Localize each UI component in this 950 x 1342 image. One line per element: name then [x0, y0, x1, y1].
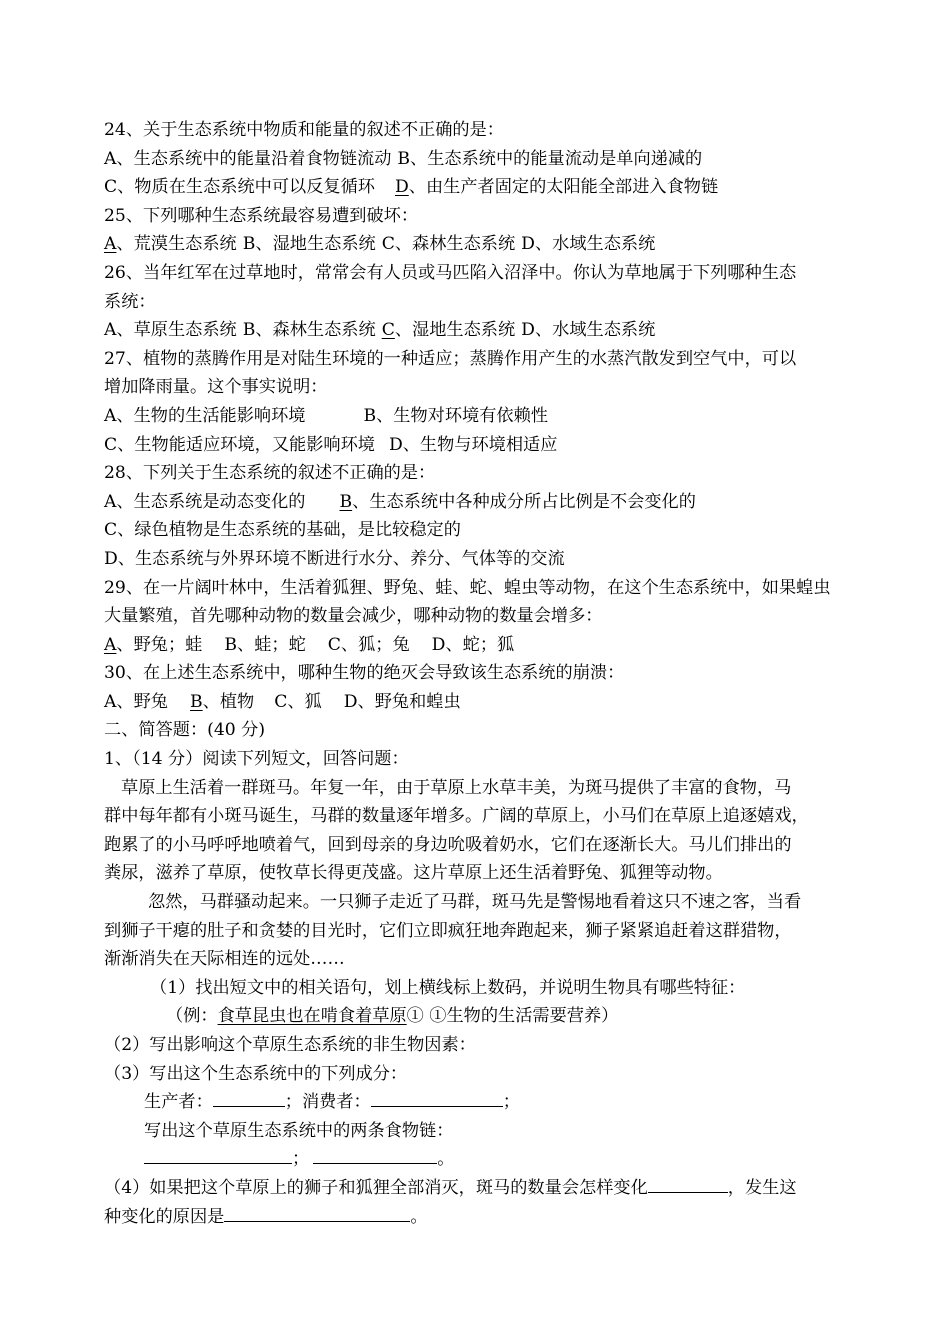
answer-letter: A [104, 634, 117, 655]
q24-options-ab: A、生态系统中的能量沿着食物链流动 B、生态系统中的能量流动是单向递减的 [104, 148, 703, 169]
passage-line: 粪尿，滋养了草原，使牧草长得更茂盛。这片草原上还生活着野兔、狐狸等动物。 [104, 863, 723, 884]
q26-stem-1: 26、当年红军在过草地时，常常会有人员或马匹陷入沼泽中。你认为草地属于下列哪种生态 [104, 262, 797, 283]
components-line: 生产者： ；消费者： ； [144, 1092, 520, 1113]
q30-stem: 30、在上述生态系统中，哪种生物的绝灭会导致该生态系统的崩溃： [104, 663, 625, 684]
answer-letter: D [394, 177, 409, 198]
sub-question-1: （1）找出短文中的相关语句，划上横线标上数码，并说明生物具有哪些特征： [150, 977, 746, 998]
passage-line: 草原上生活着一群斑马。年复一年，由于草原上水草丰美，为斑马提供了丰富的食物，马 [121, 777, 792, 798]
answer-letter: A [104, 234, 117, 255]
section-title: 二、简答题：(40 分) [104, 720, 266, 741]
q25-options: A、荒漠生态系统 B、湿地生态系统 C、森林生态系统 D、水域生态系统 [104, 234, 656, 255]
food-chain-blanks: ； 。 [104, 1145, 864, 1174]
passage-line: 渐渐消失在天际相连的远处…… [104, 949, 345, 970]
q28-option-c: C、绿色植物是生态系统的基础，是比较稳定的 [104, 520, 461, 541]
q27-options-ab: A、生物的生活能影响环境 B、生物对环境有依赖性 [104, 405, 548, 426]
sub-question-4-line-2: 种变化的原因是 。 [104, 1206, 428, 1227]
passage-line: 到狮子干瘪的肚子和贪婪的目光时，它们立即疯狂地奔跑起来，狮子紧紧追赶着这群猎物， [104, 920, 792, 941]
zebra-change-blank[interactable] [648, 1191, 728, 1193]
answer-letter: B [339, 491, 353, 512]
passage-line: 跑累了的小马呼呼地喷着气，回到母亲的身边吮吸着奶水，它们在逐渐长大。马儿们排出的 [104, 834, 792, 855]
q29-stem-1: 29、在一片阔叶林中，生活着狐狸、野兔、蛙、蛇、蝗虫等动物，在这个生态系统中，如果蝗虫 [104, 577, 831, 598]
food-chain-blank-1[interactable] [144, 1162, 292, 1164]
q25-stem: 25、下列哪种生态系统最容易遭到破坏： [104, 205, 419, 226]
answer-letter: B [189, 691, 203, 712]
q24-options-cd: C、物质在生态系统中可以反复循环 D、由生产者固定的太阳能全部进入食物链 [104, 177, 719, 198]
q28-options-ab: A、生态系统是动态变化的 B、生态系统中各种成分所占比例是不会变化的 [104, 491, 696, 512]
q26-stem-2: 系统： [104, 291, 156, 312]
sub-question-4-line-1: （4）如果把这个草原上的狮子和狐狸全部消灭，斑马的数量会怎样变化 ，发生这 [104, 1177, 797, 1198]
sub-question-2: （2）写出影响这个草原生态系统的非生物因素： [104, 1035, 476, 1055]
q1-stem: 1、（14 分）阅读下列短文，回答问题： [104, 749, 409, 770]
reason-blank[interactable] [224, 1220, 410, 1222]
q24-stem: 24、关于生态系统中物质和能量的叙述不正确的是： [104, 120, 504, 140]
sub-question-1-example: （例：食草昆虫也在啃食着草原① ①生物的生活需要营养） [166, 1006, 619, 1027]
example-underlined-text: 食草昆虫也在啃食着草原 [217, 1006, 407, 1027]
consumer-blank[interactable] [371, 1105, 503, 1107]
passage-line: 忽然，马群骚动起来。一只狮子走近了马群，斑马先是警惕地看着这只不速之客，当看 [148, 892, 802, 913]
q28-stem: 28、下列关于生态系统的叙述不正确的是： [104, 463, 436, 484]
q27-options-cd: C、生物能适应环境，又能影响环境 D、生物与环境相适应 [104, 434, 558, 455]
q26-options: A、草原生态系统 B、森林生态系统 C、湿地生态系统 D、水域生态系统 [104, 320, 656, 341]
exam-page [104, 116, 864, 1231]
q27-stem-2: 增加降雨量。这个事实说明： [104, 377, 328, 398]
q28-option-d: D、生态系统与外界环境不断进行水分、养分、气体等的交流 [104, 548, 565, 569]
sub-question-3: （3）写出这个生态系统中的下列成分： [104, 1063, 408, 1084]
q30-options: A、野兔 B、植物 C、狐 D、野兔和蝗虫 [104, 691, 461, 712]
answer-letter: C [381, 320, 395, 341]
producer-blank[interactable] [213, 1105, 285, 1107]
food-chain-prompt: 写出这个草原生态系统中的两条食物链： [144, 1120, 454, 1141]
q29-options: A、野兔；蛙 B、蛙；蛇 C、狐；兔 D、蛇；狐 [104, 634, 515, 655]
q27-stem-1: 27、植物的蒸腾作用是对陆生环境的一种适应；蒸腾作用产生的水蒸汽散发到空气中，可以 [104, 348, 797, 369]
passage-line: 群中每年都有小斑马诞生，马群的数量逐年增多。广阔的草原上，小马们在草原上追逐嬉戏， [104, 806, 809, 827]
food-chain-blank-2[interactable] [313, 1162, 437, 1164]
q29-stem-2: 大量繁殖，首先哪种动物的数量会减少，哪种动物的数量会增多： [104, 606, 603, 627]
